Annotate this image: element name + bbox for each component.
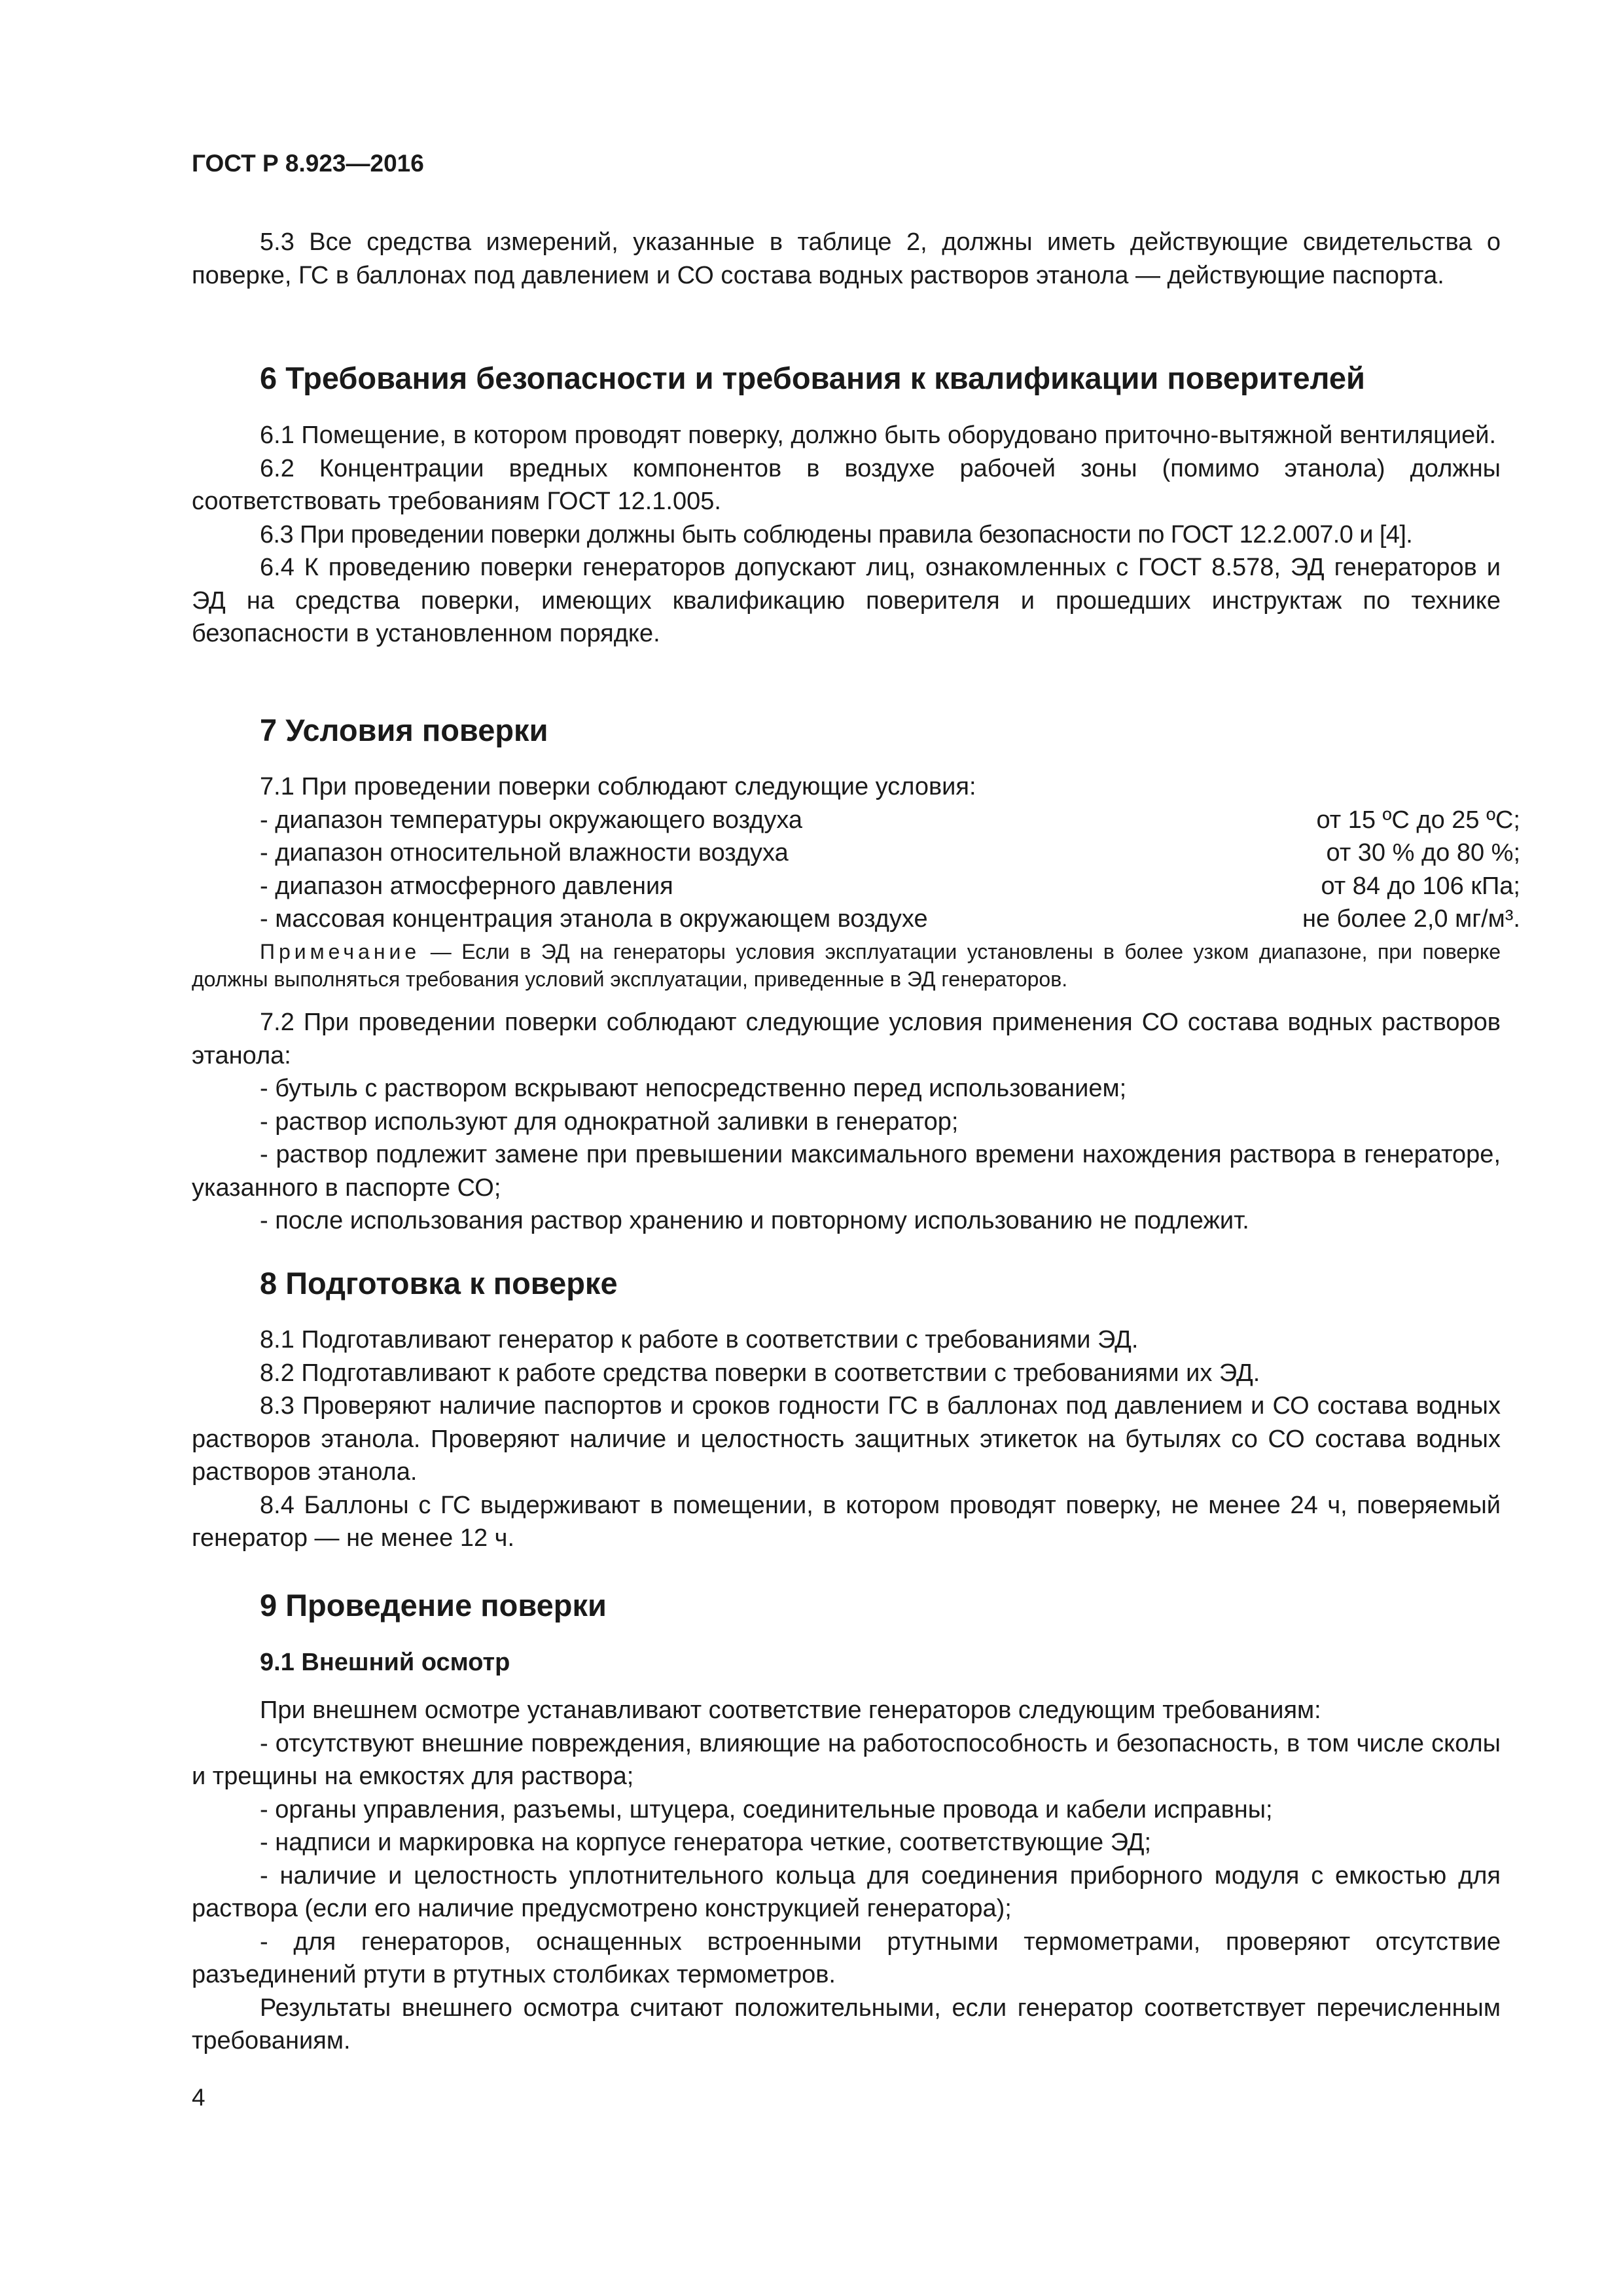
note-label: Примечание — [260, 940, 421, 963]
paragraph-5-3: 5.3 Все средства измерений, указанные в таблице 2, должны иметь действующие свидетельства о поверке, ГС в баллонах под давлением и СО состава водных растворов этанола — действующие паспорта. — [192, 228, 1501, 289]
condition-temperature — [192, 804, 1520, 837]
paragraph-8-3: 8.3 Проверяют наличие паспортов и сроков годности ГС в баллонах под давлением и СО состава водных растворов этанола. Проверяют наличие и целостность защитных этикеток на бутылях со СО состава водных растворов этанола. — [192, 1392, 1501, 1486]
condition-value: от 30 % до 80 %; — [1326, 839, 1520, 867]
paragraph-6-2: 6.2 Концентрации вредных компонентов в воздухе рабочей зоны (помимо этанола) должны соответствовать требованиям ГОСТ 12.1.005. — [192, 454, 1501, 515]
subsection-9-1-title: 9.1 Внешний осмотр — [260, 1649, 510, 1676]
note — [192, 938, 1501, 993]
section-7-title: 7 Условия поверки — [260, 713, 548, 747]
paragraph-9-1-result: Результаты внешнего осмотра считают положительными, если генератор соответствует перечисленным требованиям. — [192, 1994, 1501, 2054]
condition-value: от 84 до 106 кПа; — [1321, 872, 1520, 900]
section-8-title: 8 Подготовка к поверке — [260, 1266, 618, 1300]
list-item: - бутыль с раствором вскрывают непосредственно перед использованием; — [260, 1075, 1127, 1102]
page-number: 4 — [192, 2084, 205, 2111]
paragraph-6-4: 6.4 К проведению поверки генераторов допускают лиц, ознакомленных с ГОСТ 8.578, ЭД генераторов и ЭД на средства поверки, имеющих квалификацию поверителя и прошедших инструктаж по технике безопасности в установленном порядке. — [192, 554, 1501, 647]
condition-ethanol — [192, 903, 1520, 936]
condition-label: - диапазон атмосферного давления — [260, 872, 673, 900]
section-9-title: 9 Проведение поверки — [260, 1588, 607, 1623]
section-7-body — [192, 770, 1520, 936]
list-item: - органы управления, разъемы, штуцера, соединительные провода и кабели исправны; — [260, 1795, 1273, 1823]
section-7-2 — [192, 1006, 1501, 1238]
list-item: - после использования раствор хранению и повторному использованию не подлежит. — [260, 1207, 1249, 1234]
paragraph-7-1: 7.1 При проведении поверки соблюдают следующие условия: — [260, 773, 976, 800]
section-6-title: 6 Требования безопасности и требования к квалификации поверителей — [260, 361, 1365, 395]
list-item: - для генераторов, оснащенных встроенными ртутными термометрами, проверяют отсутствие разъединений ртути в ртутных столбиках термометров. — [192, 1928, 1501, 1988]
paragraph-8-2: 8.2 Подготавливают к работе средства поверки в соответствии с требованиями их ЭД. — [260, 1359, 1260, 1387]
paragraph-9-1-intro: При внешнем осмотре устанавливают соответствие генераторов следующим требованиям: — [260, 1696, 1321, 1724]
section-9-1 — [192, 1646, 1501, 1679]
condition-value: не более 2,0 мг/м³. — [1302, 905, 1520, 933]
paragraph-6-3: 6.3 При проведении поверки должны быть соблюдены правила безопасности по ГОСТ 12.2.007.0 и [4]. — [260, 520, 1413, 548]
section-6-body — [192, 419, 1501, 651]
paragraph-8-1: 8.1 Подготавливают генератор к работе в соответствии с требованиями ЭД. — [260, 1326, 1139, 1354]
condition-label: - диапазон относительной влажности воздуха — [260, 839, 789, 867]
condition-pressure — [192, 870, 1520, 903]
section-7 — [192, 710, 1501, 751]
standard-code: ГОСТ Р 8.923—2016 — [192, 150, 424, 177]
section-8 — [192, 1263, 1501, 1304]
list-item: - раствор используют для однократной заливки в генератор; — [260, 1107, 959, 1136]
list-item: - отсутствуют внешние повреждения, влияющие на работоспособность и безопасность, в том числе сколы и трещины на емкостях для раствора; — [192, 1729, 1501, 1790]
condition-label: - диапазон температуры окружающего воздуха — [260, 806, 803, 834]
section-5-3 — [192, 226, 1501, 292]
paragraph-8-4: 8.4 Баллоны с ГС выдерживают в помещении, в котором проводят поверку, не менее 24 ч, поверяемый генератор — не менее 12 ч. — [192, 1491, 1501, 1552]
list-item: - раствор подлежит замене при превышении максимального времени нахождения раствора в генераторе, указанного в паспорте СО; — [192, 1141, 1501, 1202]
condition-value: от 15 ºС до 25 ºС; — [1316, 806, 1520, 834]
section-6 — [192, 358, 1501, 399]
section-9 — [192, 1585, 1501, 1626]
note-text: — Если в ЭД на генераторы условия эксплуатации установлены в более узком диапазоне, при поверке должны выполняться требования условий эксплуатации, приведенные в ЭД генераторов. — [192, 940, 1501, 991]
condition-label: - массовая концентрация этанола в окружающем воздухе — [260, 905, 928, 933]
condition-humidity — [192, 836, 1520, 870]
paragraph-7-2: 7.2 При проведении поверки соблюдают следующие условия применения СО состава водных растворов этанола: — [192, 1009, 1501, 1069]
paragraph-6-1: 6.1 Помещение, в котором проводят поверку, должно быть оборудовано приточно-вытяжной вентиляцией. — [260, 422, 1497, 449]
section-9-1-body — [192, 1694, 1501, 2058]
note-block — [192, 938, 1501, 993]
list-item: - надписи и маркировка на корпусе генератора четкие, соответствующие ЭД; — [260, 1829, 1152, 1856]
list-item: - наличие и целостность уплотнительного кольца для соединения приборного модуля с емкостью для раствора (если его наличие предусмотрено конструкцией генератора); — [192, 1861, 1501, 1922]
section-8-body — [192, 1323, 1501, 1555]
